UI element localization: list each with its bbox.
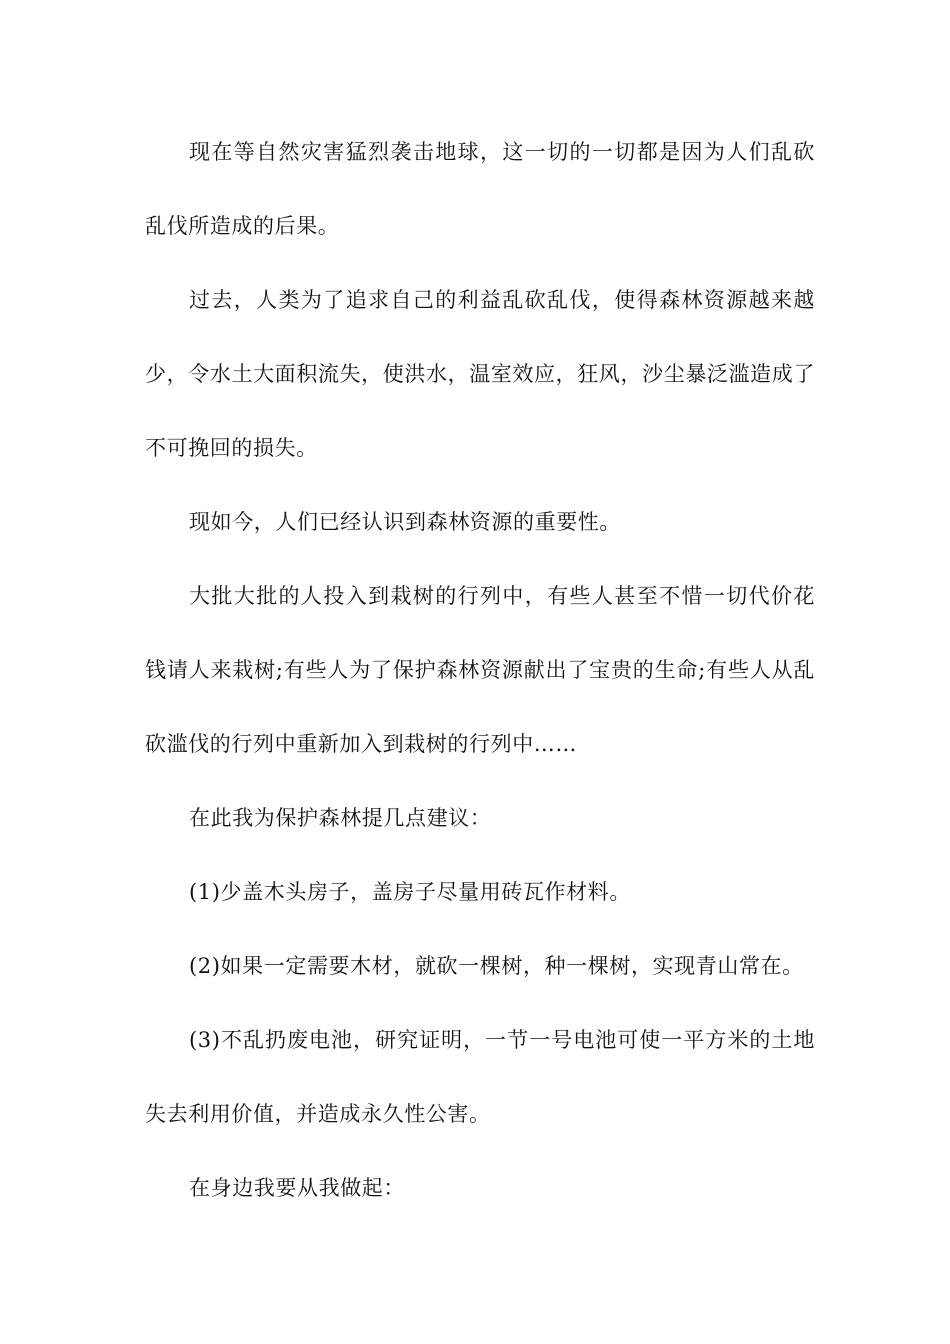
paragraph-7: (2)如果一定需要木材，就砍一棵树，种一棵树，实现青山常在。 xyxy=(189,954,804,978)
paragraph-1: 现在等自然灾害猛烈袭击地球，这一切的一切都是因为人们乱砍乱伐所造成的后果。 xyxy=(145,140,815,238)
paragraph-8: (3)不乱扔废电池，研究证明，一节一号电池可使一平方米的土地失去利用价值，并造成永久性公害。 xyxy=(145,1028,815,1126)
paragraph-4: 大批大批的人投入到栽树的行列中，有些人甚至不惜一切代价花钱请人来栽树;有些人为了保护森林资源献出了宝贵的生命;有些人从乱砍滥伐的行列中重新加入到栽树的行列中…… xyxy=(145,584,815,756)
paragraph-5: 在此我为保护森林提几点建议： xyxy=(189,806,492,830)
paragraph-2: 过去，人类为了追求自己的利益乱砍乱伐，使得森林资源越来越少，令水土大面积流失，使洪水，温室效应，狂风，沙尘暴泛滥造成了不可挽回的损失。 xyxy=(145,288,815,460)
paragraph-6: (1)少盖木头房子，盖房子尽量用砖瓦作材料。 xyxy=(189,880,631,904)
paragraph-9: 在身边我要从我做起： xyxy=(189,1176,405,1200)
paragraph-3: 现如今，人们已经认识到森林资源的重要性。 xyxy=(189,510,621,534)
